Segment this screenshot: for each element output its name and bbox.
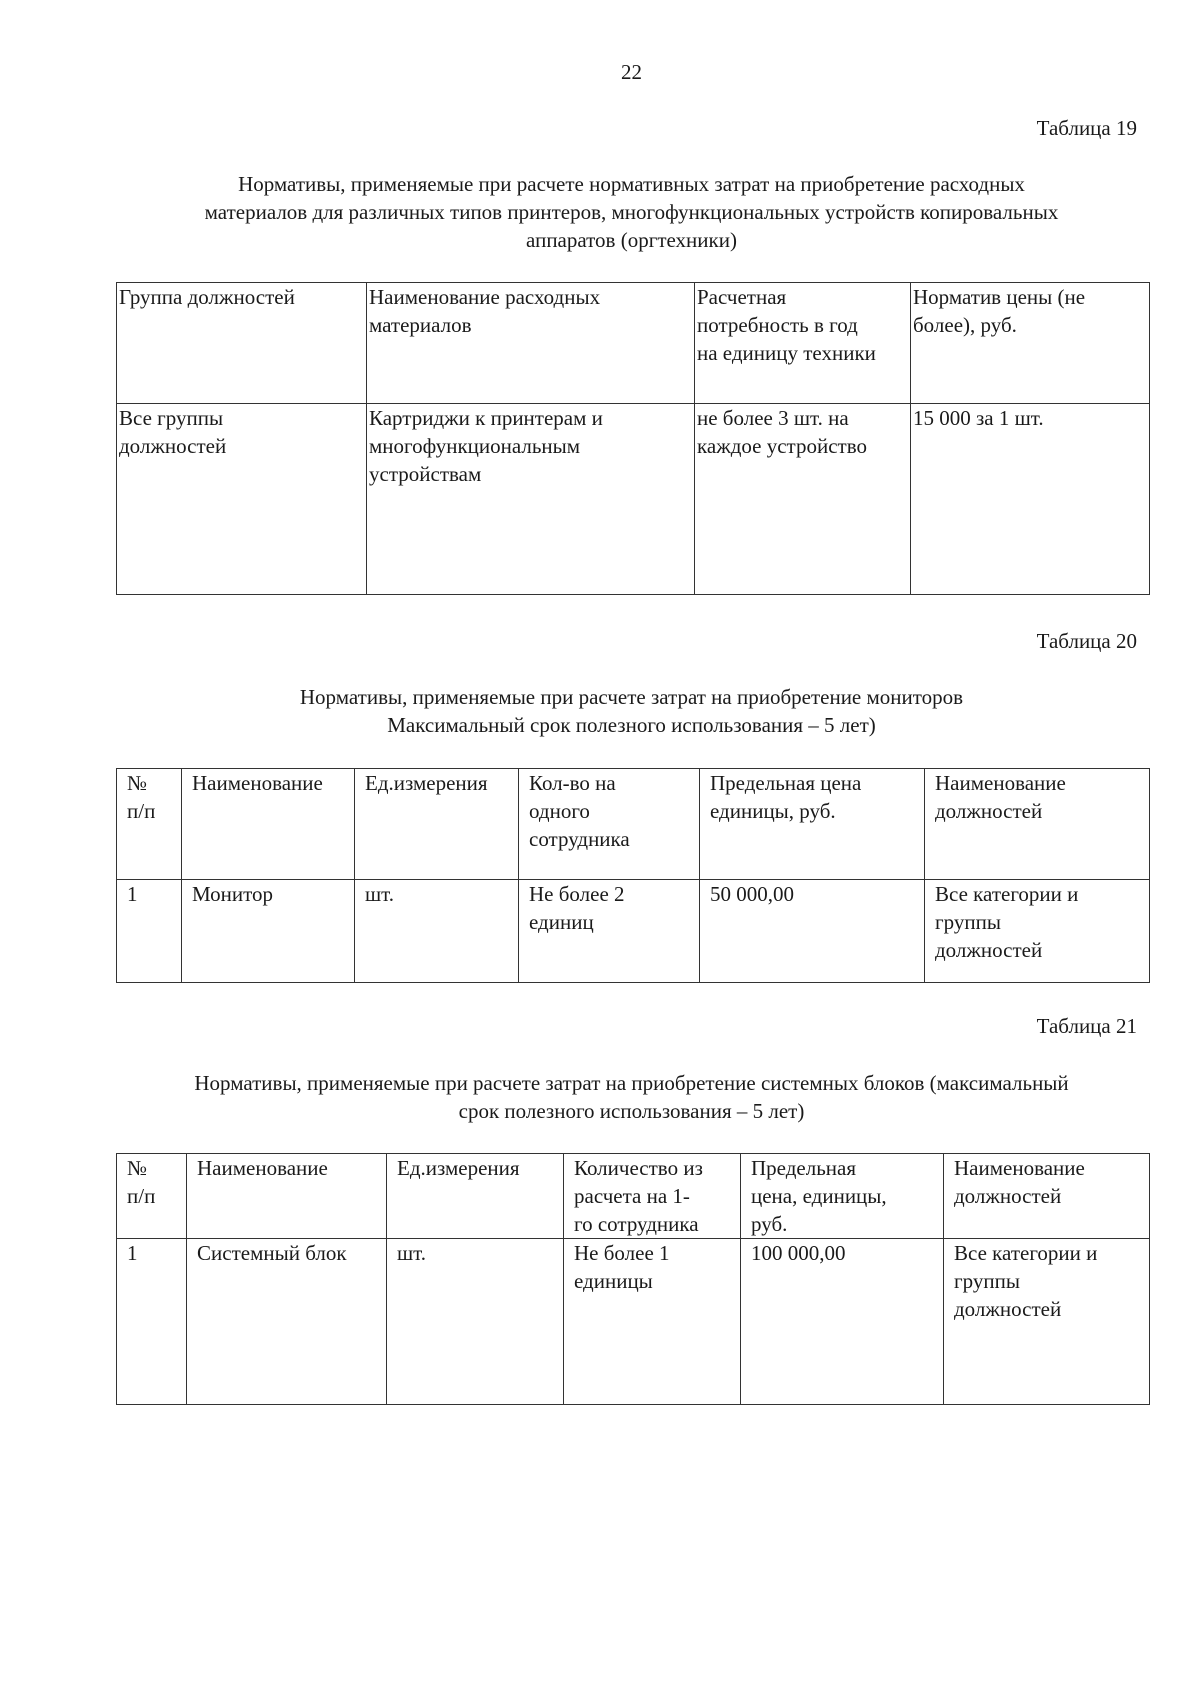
header-cell	[117, 769, 182, 880]
table-cell	[387, 1239, 564, 1405]
header-cell	[187, 1154, 387, 1239]
cell-line: должностей	[954, 1184, 1062, 1208]
cell-line: шт.	[397, 1241, 427, 1265]
cell-line: единицы	[574, 1269, 653, 1293]
header-cell	[355, 769, 519, 880]
cell-line: единиц	[529, 910, 594, 934]
table-cell	[741, 1239, 944, 1405]
table-row	[117, 404, 1150, 595]
cell-line: Норматив цены (не	[913, 285, 1086, 309]
table-cell	[911, 404, 1150, 595]
cell-line: Количество из	[574, 1156, 703, 1180]
table-21-caption	[116, 1069, 1147, 1125]
cell-line: Наименование	[197, 1156, 328, 1180]
cell-line: Наименование расходных	[369, 285, 601, 309]
page-number: 22	[621, 60, 642, 84]
cell-line: 50 000,00	[710, 882, 794, 906]
table-20	[116, 768, 1150, 983]
caption-line: Нормативы, применяемые при расчете нормативных затрат на приобретение расходных	[238, 172, 1025, 196]
table-cell	[519, 880, 700, 983]
header-cell	[695, 283, 911, 404]
table-row	[117, 1239, 1150, 1405]
cell-line: 1	[127, 1241, 138, 1265]
table-19-caption	[116, 170, 1147, 254]
cell-line: Системный блок	[197, 1241, 347, 1265]
table-21-label: Таблица 21	[1036, 1014, 1137, 1038]
cell-line: должностей	[935, 799, 1043, 823]
cell-line: не более 3 шт. на	[697, 406, 849, 430]
header-cell	[741, 1154, 944, 1239]
table-row	[117, 880, 1150, 983]
cell-line: Наименование	[192, 771, 323, 795]
table-20-label: Таблица 20	[1036, 629, 1137, 653]
table-cell	[182, 880, 355, 983]
table-cell	[944, 1239, 1150, 1405]
table-header-row	[117, 1154, 1150, 1239]
cell-line: Не более 2	[529, 882, 625, 906]
table-cell	[925, 880, 1150, 983]
cell-line: должностей	[954, 1297, 1062, 1321]
cell-line: Группа должностей	[119, 285, 295, 309]
cell-line: каждое устройство	[697, 434, 867, 458]
table-cell	[117, 1239, 187, 1405]
table-20-caption	[116, 683, 1147, 739]
table-header-row	[117, 283, 1150, 404]
cell-line: должностей	[935, 938, 1043, 962]
cell-line: шт.	[365, 882, 395, 906]
header-cell	[519, 769, 700, 880]
header-cell	[911, 283, 1150, 404]
header-cell	[700, 769, 925, 880]
table-cell	[695, 404, 911, 595]
cell-line: №	[127, 1156, 148, 1180]
caption-line: срок полезного использования – 5 лет)	[458, 1099, 805, 1123]
cell-line: более), руб.	[913, 313, 1017, 337]
table-19-label: Таблица 19	[1036, 116, 1137, 140]
cell-line: устройствам	[369, 462, 482, 486]
header-cell	[367, 283, 695, 404]
cell-line: материалов	[369, 313, 472, 337]
cell-line: Монитор	[192, 882, 274, 906]
caption-line: Максимальный срок полезного использования – 5 лет)	[387, 713, 876, 737]
cell-line: Предельная	[751, 1156, 856, 1180]
caption-line: Нормативы, применяемые при расчете затрат на приобретение мониторов	[299, 685, 964, 709]
cell-line: Все категории и	[935, 882, 1079, 906]
table-19	[116, 282, 1150, 595]
table-cell	[700, 880, 925, 983]
cell-line: на единицу техники	[697, 341, 876, 365]
cell-line: должностей	[119, 434, 227, 458]
cell-line: Ед.измерения	[397, 1156, 520, 1180]
table-cell	[187, 1239, 387, 1405]
cell-line: Предельная цена	[710, 771, 862, 795]
cell-line: п/п	[127, 799, 156, 823]
header-cell	[925, 769, 1150, 880]
cell-line: группы	[935, 910, 1001, 934]
cell-line: Наименование	[954, 1156, 1085, 1180]
header-cell	[387, 1154, 564, 1239]
cell-line: п/п	[127, 1184, 156, 1208]
cell-line: го сотрудника	[574, 1212, 699, 1236]
table-cell	[355, 880, 519, 983]
cell-line: 100 000,00	[751, 1241, 846, 1265]
cell-line: группы	[954, 1269, 1020, 1293]
cell-line: 15 000 за 1 шт.	[913, 406, 1044, 430]
table-header-row	[117, 769, 1150, 880]
caption-line: Нормативы, применяемые при расчете затрат на приобретение системных блоков (максимальный	[194, 1071, 1069, 1095]
cell-line: Наименование	[935, 771, 1066, 795]
cell-line: расчета на 1-	[574, 1184, 690, 1208]
cell-line: 1	[127, 882, 138, 906]
table-cell	[117, 880, 182, 983]
table-cell	[117, 404, 367, 595]
cell-line: Расчетная	[697, 285, 787, 309]
cell-line: Картриджи к принтерам и	[369, 406, 603, 430]
cell-line: Ед.измерения	[365, 771, 488, 795]
table-21	[116, 1153, 1150, 1405]
table-cell	[564, 1239, 741, 1405]
cell-line: потребность в год	[697, 313, 858, 337]
cell-line: Кол-во на	[529, 771, 616, 795]
cell-line: одного	[529, 799, 590, 823]
cell-line: Все категории и	[954, 1241, 1098, 1265]
header-cell	[944, 1154, 1150, 1239]
header-cell	[564, 1154, 741, 1239]
cell-line: №	[127, 771, 148, 795]
table-cell	[367, 404, 695, 595]
header-cell	[117, 283, 367, 404]
cell-line: цена, единицы,	[751, 1184, 887, 1208]
cell-line: многофункциональным	[369, 434, 581, 458]
cell-line: руб.	[751, 1212, 788, 1236]
header-cell	[117, 1154, 187, 1239]
header-cell	[182, 769, 355, 880]
cell-line: единицы, руб.	[710, 799, 836, 823]
caption-line: материалов для различных типов принтеров, многофункциональных устройств копировальных	[204, 200, 1059, 224]
cell-line: сотрудника	[529, 827, 630, 851]
cell-line: Не более 1	[574, 1241, 670, 1265]
caption-line: аппаратов (оргтехники)	[526, 228, 737, 252]
cell-line: Все группы	[119, 406, 224, 430]
